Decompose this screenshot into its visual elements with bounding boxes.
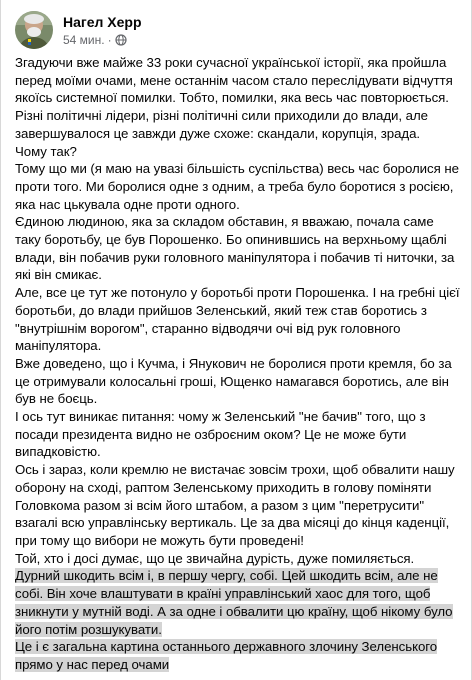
post-paragraph: Чому так? [15, 143, 77, 159]
post-paragraph: Єдиною людиною, яка за складом обставин, я вважаю, почала саме таку боротьбу, це був Порошенко. Бо опинившись на верхньому щаблі влади, він побачив руки головного маніпулятора і побачив ті ниточки, за які він смикає. [15, 214, 455, 283]
post-paragraph: Тому що ми (я маю на увазі більшість суспільства) весь час боролися не проти того. Ми боролися одне з одним, а треба було боротися з росією, яка нас цькувала одне проти одного. [15, 161, 459, 212]
post-body [15, 54, 461, 674]
post-paragraph: Ось і зараз, коли кремлю не вистачає зовсім трохи, щоб обвалити нашу оборону на сході, раптом Зеленському приходить в голову поміняти Головкома разом зі всім його штабом, а разом з цим "перетрусити" взагалі всю управлінську вертикаль. Це за два місяці до кінця каденції, при тому що вибори не можуть бути проведені! [15, 462, 455, 548]
globe-icon[interactable] [115, 34, 127, 46]
post-time[interactable]: 54 мин. [63, 32, 105, 47]
post-meta [63, 32, 142, 48]
post-paragraph: Той, хто і досі думає, що це звичайна дурість, дуже помиляється. [15, 550, 415, 566]
avatar[interactable] [15, 11, 53, 49]
post-header [15, 10, 142, 50]
meta-separator: · [107, 32, 112, 47]
post-paragraph: Але, все це тут же потонуло у боротьбі проти Порошенка. І на гребні цієї боротьби, до влади прийшов Зеленський, який теж став боротись з "внутрішнім ворогом", старанно відводячи очі від рук головного маніпулятора. [15, 285, 460, 354]
post-paragraph-highlighted: Дурний шкодить всім і, в першу чергу, собі. Цей шкодить всім, але не собі. Він хоче влаштувати в країні управлінський хаос для того, щоб зникнути у мутній воді. А за одне і обвалити цю країну, щоб нікому було його потім розшукувати. [15, 568, 453, 637]
author-name[interactable]: Нагел Херр [63, 13, 142, 30]
post-paragraph: Різні політичні лідери, різні політичні сили приходили до влади, але завершувалося це завжди дуже схоже: скандали, корупція, зрада. [15, 108, 428, 141]
post-paragraph: Згадуючи вже майже 33 роки сучасної української історії, яка пройшла перед моїми очами, мене останнім часом стало переслідувати відчуття якоїсь системної помилки. Тобто, помилки, яка весь час повторюється. [15, 55, 453, 106]
author-block [63, 13, 142, 48]
post-paragraph-highlighted: Це і є загальна картина останнього державного злочину Зеленського прямо у нас перед очами [15, 639, 438, 672]
post-paragraph: Вже доведено, що і Кучма, і Янукович не боролися проти кремля, бо за це отримували колосальні гроші, Ющенко намагався боротись, але він був не боєць. [15, 355, 452, 407]
post-paragraph: І ось тут виникає питання: чому ж Зеленський "не бачив" того, що з посади президента видно не озброєним оком? Це не може бути випадковістю. [15, 409, 426, 460]
avatar-image [15, 11, 53, 49]
